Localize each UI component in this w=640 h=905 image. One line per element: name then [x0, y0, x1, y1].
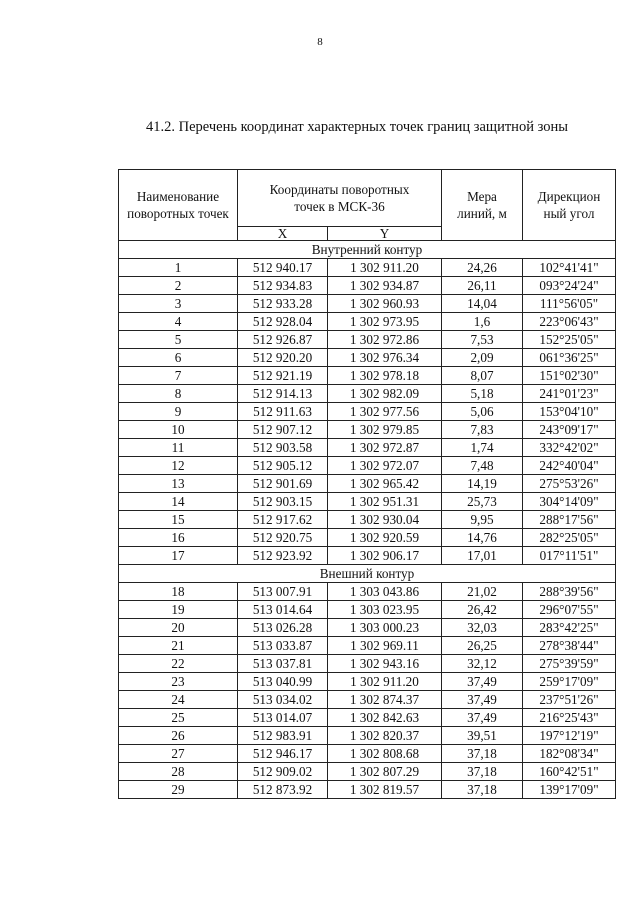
line-length-cell: 7,53 — [442, 331, 523, 349]
coord-x-cell: 512 905.12 — [238, 457, 328, 475]
line-length-cell: 7,48 — [442, 457, 523, 475]
coord-x-cell: 512 928.04 — [238, 313, 328, 331]
table-row — [119, 367, 616, 385]
line-length-cell: 37,18 — [442, 781, 523, 799]
coord-y-cell: 1 302 911.20 — [328, 673, 442, 691]
table-row — [119, 475, 616, 493]
page-number: 8 — [317, 36, 323, 48]
point-number-cell: 3 — [119, 295, 238, 313]
section-row — [119, 241, 616, 259]
table-row — [119, 763, 616, 781]
point-number-cell: 9 — [119, 403, 238, 421]
coord-x-cell: 513 037.81 — [238, 655, 328, 673]
point-number-cell: 24 — [119, 691, 238, 709]
line-length-cell: 5,06 — [442, 403, 523, 421]
coord-y-cell: 1 302 977.56 — [328, 403, 442, 421]
point-number-cell: 25 — [119, 709, 238, 727]
point-number-cell: 16 — [119, 529, 238, 547]
direction-angle-cell: 241°01'23" — [523, 385, 616, 403]
coord-y-cell: 1 302 930.04 — [328, 511, 442, 529]
line-length-cell: 1,74 — [442, 439, 523, 457]
line-length-cell: 26,25 — [442, 637, 523, 655]
line-length-cell: 37,18 — [442, 763, 523, 781]
coord-y-cell: 1 302 934.87 — [328, 277, 442, 295]
point-number-cell: 12 — [119, 457, 238, 475]
coord-x-cell: 513 033.87 — [238, 637, 328, 655]
coord-x-cell: 513 014.64 — [238, 601, 328, 619]
coord-x-cell: 512 920.75 — [238, 529, 328, 547]
coord-x-cell: 512 926.87 — [238, 331, 328, 349]
coord-y-cell: 1 302 969.11 — [328, 637, 442, 655]
direction-angle-cell: 288°39'56" — [523, 583, 616, 601]
line-length-cell: 24,26 — [442, 259, 523, 277]
table-row — [119, 457, 616, 475]
header-y: Y — [328, 227, 442, 241]
header-coordinates: Координаты поворотных точек в МСК-36 — [238, 170, 442, 227]
coord-y-cell: 1 302 982.09 — [328, 385, 442, 403]
direction-angle-cell: 332°42'02" — [523, 439, 616, 457]
line-length-cell: 37,49 — [442, 673, 523, 691]
point-number-cell: 17 — [119, 547, 238, 565]
coord-x-cell: 512 921.19 — [238, 367, 328, 385]
table-row — [119, 619, 616, 637]
direction-angle-cell: 259°17'09" — [523, 673, 616, 691]
direction-angle-cell: 152°25'05" — [523, 331, 616, 349]
line-length-cell: 8,07 — [442, 367, 523, 385]
coord-y-cell: 1 303 000.23 — [328, 619, 442, 637]
direction-angle-cell: 243°09'17" — [523, 421, 616, 439]
point-number-cell: 1 — [119, 259, 238, 277]
section-title: Внутренний контур — [119, 241, 616, 259]
table-row — [119, 583, 616, 601]
coord-x-cell: 512 946.17 — [238, 745, 328, 763]
line-length-cell: 37,18 — [442, 745, 523, 763]
point-number-cell: 20 — [119, 619, 238, 637]
line-length-cell: 32,03 — [442, 619, 523, 637]
direction-angle-cell: 093°24'24" — [523, 277, 616, 295]
table-row — [119, 745, 616, 763]
line-length-cell: 37,49 — [442, 709, 523, 727]
coord-y-cell: 1 302 911.20 — [328, 259, 442, 277]
coord-x-cell: 512 911.63 — [238, 403, 328, 421]
direction-angle-cell: 160°42'51" — [523, 763, 616, 781]
point-number-cell: 5 — [119, 331, 238, 349]
direction-angle-cell: 288°17'56" — [523, 511, 616, 529]
line-length-cell: 9,95 — [442, 511, 523, 529]
coord-y-cell: 1 302 972.86 — [328, 331, 442, 349]
direction-angle-cell: 182°08'34" — [523, 745, 616, 763]
coord-x-cell: 512 907.12 — [238, 421, 328, 439]
point-number-cell: 15 — [119, 511, 238, 529]
section-heading: 41.2. Перечень координат характерных точек границ защитной зоны — [146, 119, 568, 135]
coord-y-cell: 1 302 976.34 — [328, 349, 442, 367]
coord-x-cell: 512 901.69 — [238, 475, 328, 493]
line-length-cell: 14,04 — [442, 295, 523, 313]
coord-x-cell: 512 903.15 — [238, 493, 328, 511]
line-length-cell: 7,83 — [442, 421, 523, 439]
point-number-cell: 7 — [119, 367, 238, 385]
coord-x-cell: 512 914.13 — [238, 385, 328, 403]
header-x: X — [238, 227, 328, 241]
coord-y-cell: 1 302 979.85 — [328, 421, 442, 439]
point-number-cell: 4 — [119, 313, 238, 331]
direction-angle-cell: 151°02'30" — [523, 367, 616, 385]
coord-x-cell: 512 940.17 — [238, 259, 328, 277]
table-row — [119, 313, 616, 331]
direction-angle-cell: 216°25'43" — [523, 709, 616, 727]
coord-x-cell: 513 026.28 — [238, 619, 328, 637]
coord-x-cell: 513 014.07 — [238, 709, 328, 727]
table-row — [119, 529, 616, 547]
coord-x-cell: 513 007.91 — [238, 583, 328, 601]
header-line-length: Мера линий, м — [442, 170, 523, 241]
line-length-cell: 5,18 — [442, 385, 523, 403]
coord-y-cell: 1 302 951.31 — [328, 493, 442, 511]
coord-y-cell: 1 302 973.95 — [328, 313, 442, 331]
direction-angle-cell: 242°40'04" — [523, 457, 616, 475]
coord-y-cell: 1 302 965.42 — [328, 475, 442, 493]
table-row — [119, 691, 616, 709]
point-number-cell: 14 — [119, 493, 238, 511]
line-length-cell: 2,09 — [442, 349, 523, 367]
point-number-cell: 13 — [119, 475, 238, 493]
table-row — [119, 331, 616, 349]
line-length-cell: 17,01 — [442, 547, 523, 565]
line-length-cell: 26,42 — [442, 601, 523, 619]
table-row — [119, 295, 616, 313]
coord-y-cell: 1 302 960.93 — [328, 295, 442, 313]
coord-y-cell: 1 302 920.59 — [328, 529, 442, 547]
point-number-cell: 8 — [119, 385, 238, 403]
coord-y-cell: 1 302 808.68 — [328, 745, 442, 763]
line-length-cell: 26,11 — [442, 277, 523, 295]
table-row — [119, 709, 616, 727]
point-number-cell: 27 — [119, 745, 238, 763]
table-row — [119, 601, 616, 619]
coord-x-cell: 512 917.62 — [238, 511, 328, 529]
section-row — [119, 565, 616, 583]
direction-angle-cell: 153°04'10" — [523, 403, 616, 421]
line-length-cell: 14,76 — [442, 529, 523, 547]
direction-angle-cell: 223°06'43" — [523, 313, 616, 331]
coord-y-cell: 1 302 842.63 — [328, 709, 442, 727]
header-point-name: Наименование поворотных точек — [119, 170, 238, 241]
coord-y-cell: 1 302 874.37 — [328, 691, 442, 709]
coord-y-cell: 1 302 906.17 — [328, 547, 442, 565]
coord-x-cell: 512 934.83 — [238, 277, 328, 295]
direction-angle-cell: 139°17'09" — [523, 781, 616, 799]
table-row — [119, 349, 616, 367]
table-row — [119, 277, 616, 295]
line-length-cell: 39,51 — [442, 727, 523, 745]
table-row — [119, 727, 616, 745]
coord-x-cell: 512 933.28 — [238, 295, 328, 313]
direction-angle-cell: 275°39'59" — [523, 655, 616, 673]
line-length-cell: 37,49 — [442, 691, 523, 709]
table-row — [119, 781, 616, 799]
direction-angle-cell: 296°07'55" — [523, 601, 616, 619]
point-number-cell: 2 — [119, 277, 238, 295]
direction-angle-cell: 017°11'51" — [523, 547, 616, 565]
coordinates-table — [118, 169, 616, 799]
table-row — [119, 259, 616, 277]
coord-y-cell: 1 302 972.87 — [328, 439, 442, 457]
point-number-cell: 26 — [119, 727, 238, 745]
table-row — [119, 403, 616, 421]
table-row — [119, 493, 616, 511]
coord-x-cell: 512 909.02 — [238, 763, 328, 781]
coord-x-cell: 512 873.92 — [238, 781, 328, 799]
point-number-cell: 28 — [119, 763, 238, 781]
table-row — [119, 637, 616, 655]
coord-y-cell: 1 302 807.29 — [328, 763, 442, 781]
direction-angle-cell: 061°36'25" — [523, 349, 616, 367]
coord-x-cell: 513 034.02 — [238, 691, 328, 709]
coord-x-cell: 512 983.91 — [238, 727, 328, 745]
header-direction-angle: Дирекцион ный угол — [523, 170, 616, 241]
table-row — [119, 655, 616, 673]
point-number-cell: 22 — [119, 655, 238, 673]
table-row — [119, 511, 616, 529]
point-number-cell: 19 — [119, 601, 238, 619]
coord-y-cell: 1 302 943.16 — [328, 655, 442, 673]
line-length-cell: 1,6 — [442, 313, 523, 331]
section-title: Внешний контур — [119, 565, 616, 583]
line-length-cell: 25,73 — [442, 493, 523, 511]
point-number-cell: 21 — [119, 637, 238, 655]
table-row — [119, 547, 616, 565]
table-row — [119, 673, 616, 691]
line-length-cell: 21,02 — [442, 583, 523, 601]
direction-angle-cell: 237°51'26" — [523, 691, 616, 709]
coord-y-cell: 1 302 978.18 — [328, 367, 442, 385]
coord-y-cell: 1 302 819.57 — [328, 781, 442, 799]
direction-angle-cell: 278°38'44" — [523, 637, 616, 655]
point-number-cell: 6 — [119, 349, 238, 367]
direction-angle-cell: 282°25'05" — [523, 529, 616, 547]
point-number-cell: 10 — [119, 421, 238, 439]
line-length-cell: 32,12 — [442, 655, 523, 673]
point-number-cell: 23 — [119, 673, 238, 691]
direction-angle-cell: 283°42'25" — [523, 619, 616, 637]
direction-angle-cell: 111°56'05" — [523, 295, 616, 313]
table-row — [119, 421, 616, 439]
table-row — [119, 439, 616, 457]
direction-angle-cell: 304°14'09" — [523, 493, 616, 511]
point-number-cell: 11 — [119, 439, 238, 457]
coord-x-cell: 512 923.92 — [238, 547, 328, 565]
table-row — [119, 385, 616, 403]
coord-y-cell: 1 302 820.37 — [328, 727, 442, 745]
point-number-cell: 18 — [119, 583, 238, 601]
coord-y-cell: 1 303 043.86 — [328, 583, 442, 601]
point-number-cell: 29 — [119, 781, 238, 799]
table-body — [119, 241, 616, 799]
direction-angle-cell: 102°41'41" — [523, 259, 616, 277]
direction-angle-cell: 197°12'19" — [523, 727, 616, 745]
line-length-cell: 14,19 — [442, 475, 523, 493]
direction-angle-cell: 275°53'26" — [523, 475, 616, 493]
coord-y-cell: 1 303 023.95 — [328, 601, 442, 619]
coord-x-cell: 512 903.58 — [238, 439, 328, 457]
coord-x-cell: 512 920.20 — [238, 349, 328, 367]
coord-y-cell: 1 302 972.07 — [328, 457, 442, 475]
coord-x-cell: 513 040.99 — [238, 673, 328, 691]
